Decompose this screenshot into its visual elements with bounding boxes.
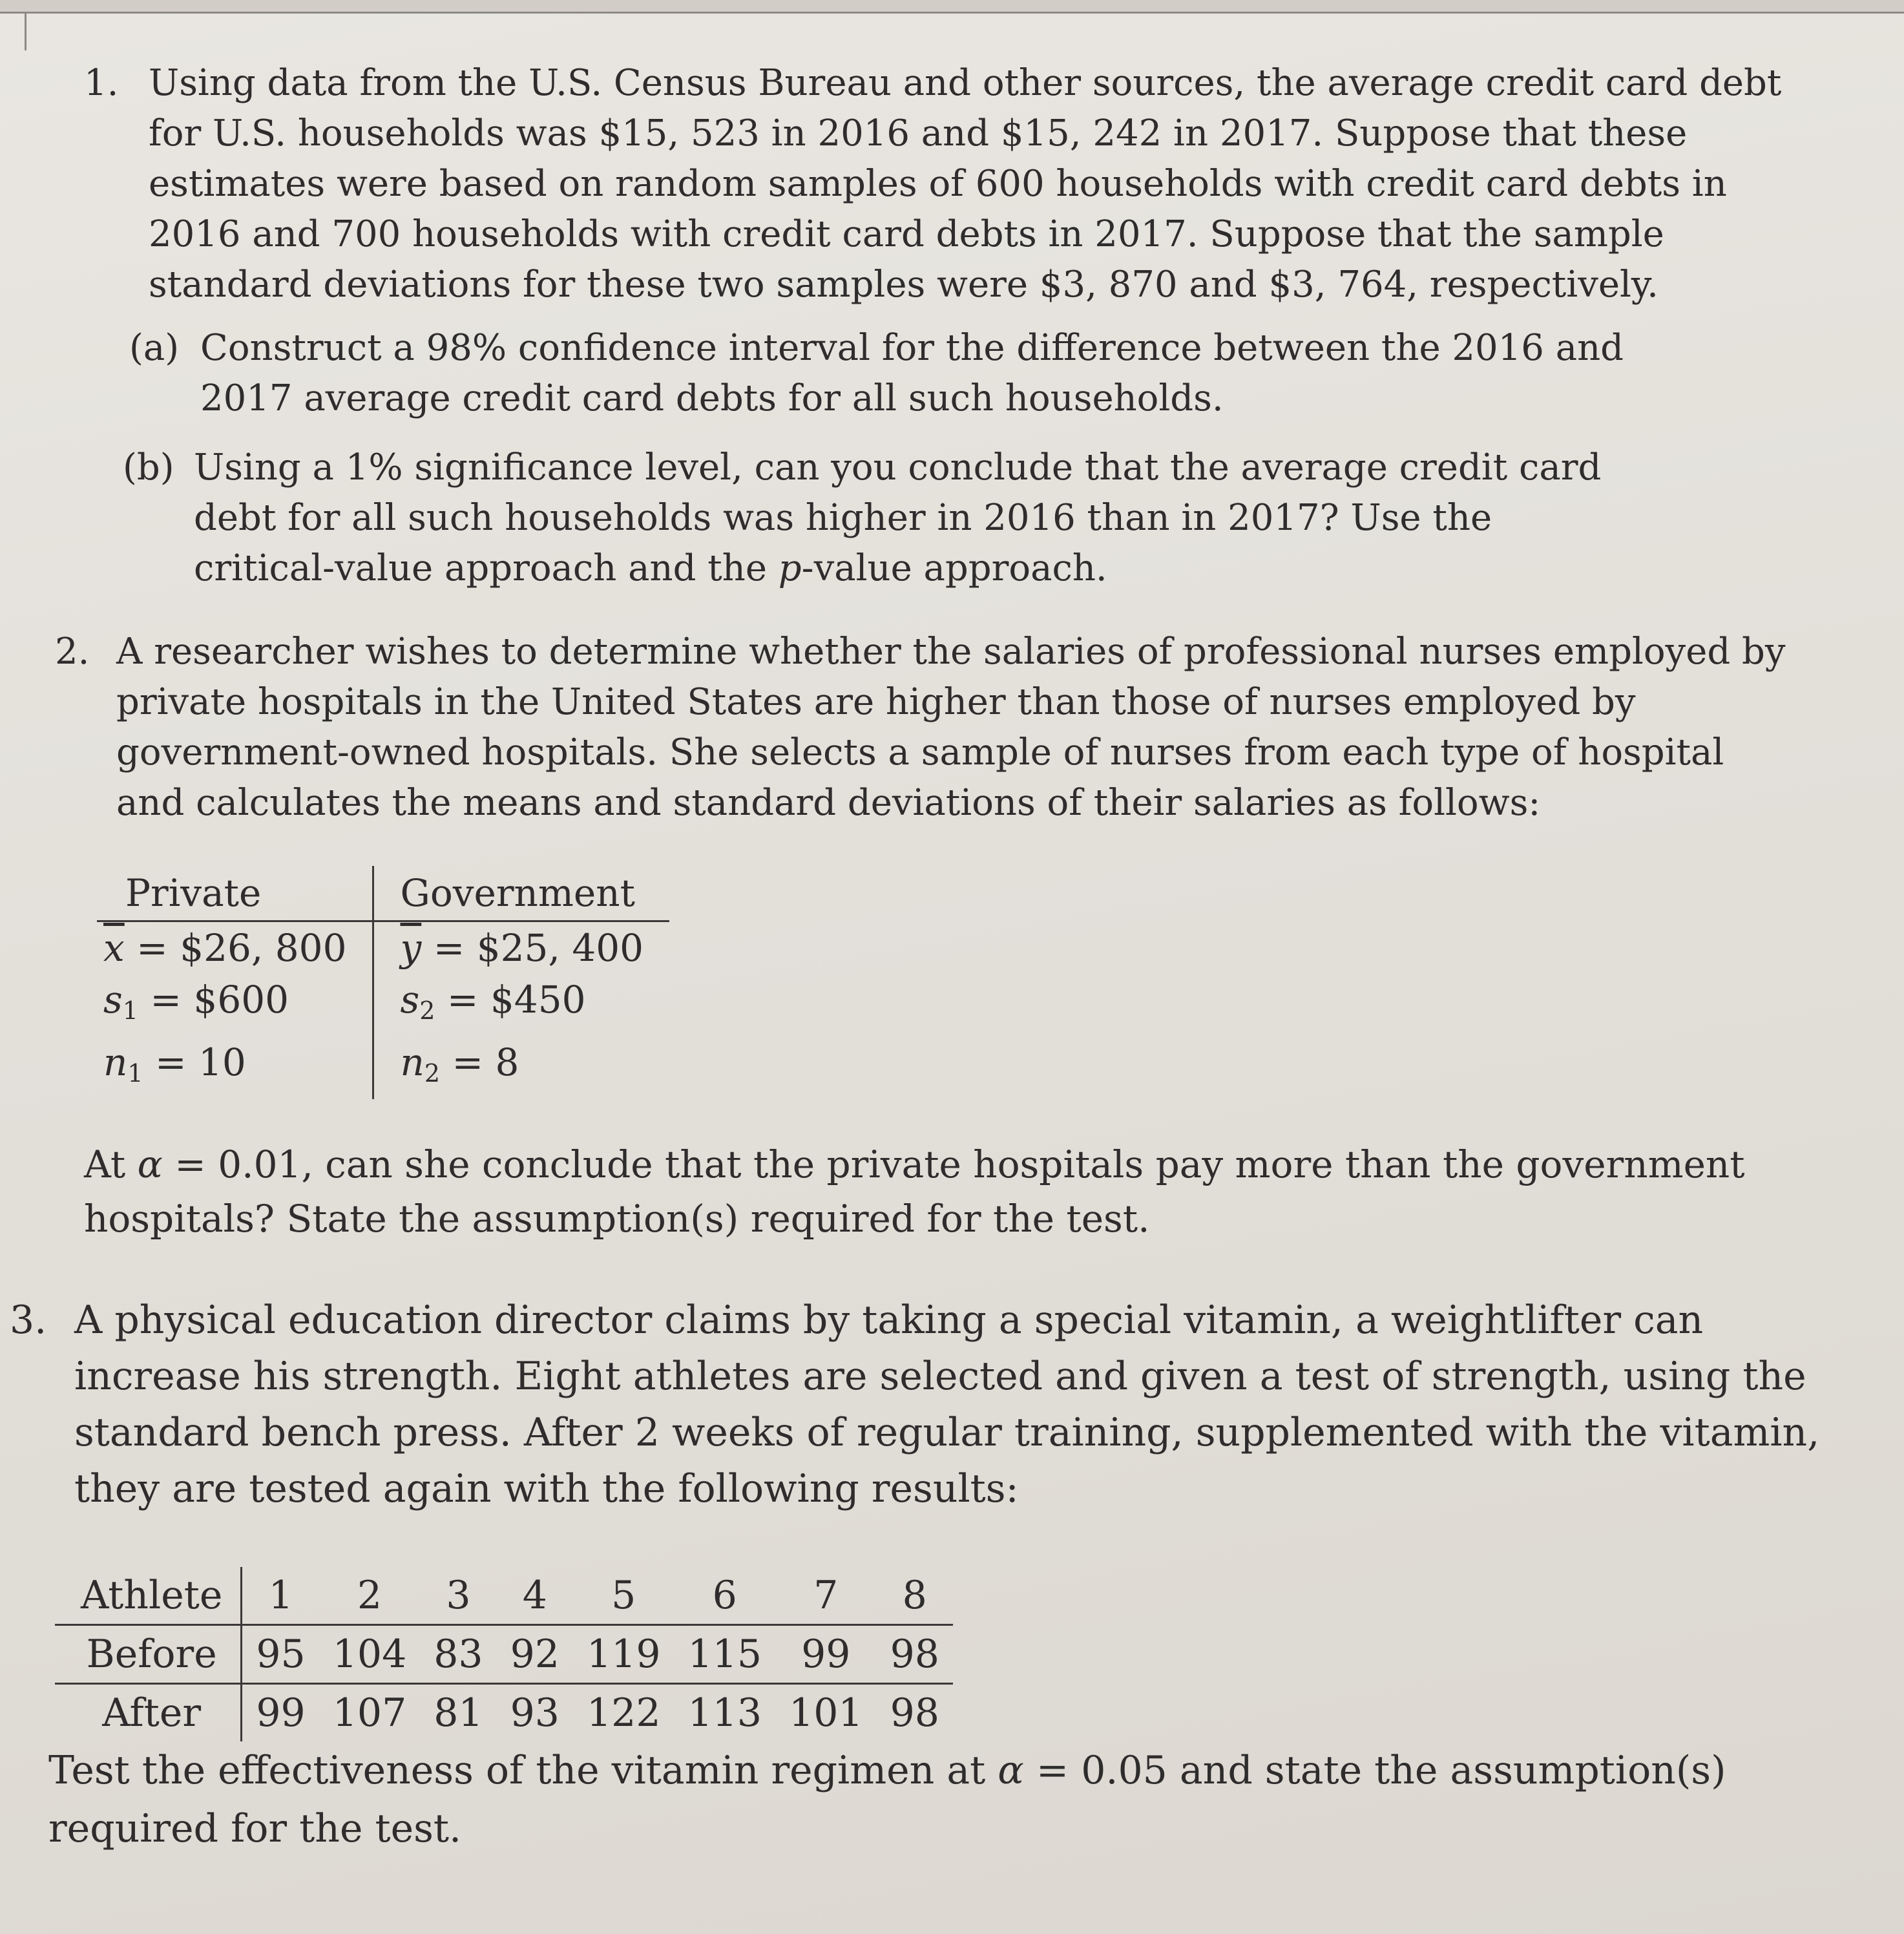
mean-private: $\overline{x}$ = $26, 800: [97, 921, 373, 974]
after-3: 81: [434, 1690, 483, 1736]
problem-2-line-3: government-owned hospitals. She selects a sample of nurses from each type of hospital: [116, 731, 1724, 773]
athlete-8: 8: [877, 1567, 953, 1625]
problem-1-line-3: estimates were based on random samples of 600 households with credit card debts in: [149, 163, 1727, 205]
athlete-5: 5: [573, 1567, 675, 1625]
sd-private: $s_1$ = $600: [97, 974, 373, 1036]
problem-2: [55, 627, 1786, 828]
problem-1-line-5: standard deviations for these two samples were $3, 870 and $3, 764, respectively.: [149, 264, 1658, 306]
part-a-line-1: Construct a 98% confidence interval for the difference between the 2016 and: [200, 327, 1624, 369]
problem-3-line-2: increase his strength. Eight athletes are selected and given a test of strength, using the: [74, 1354, 1806, 1399]
problem-2-question-line-2: hospitals? State the assumption(s) required for the test.: [84, 1197, 1150, 1241]
problem-3-question-line-2: required for the test.: [48, 1806, 462, 1851]
sd-government: $s_2$ = $450: [400, 978, 586, 1025]
after-6: 113: [687, 1690, 762, 1736]
after-1: 99: [256, 1690, 306, 1736]
problem-2-question: [84, 1137, 1745, 1246]
before-row: [55, 1625, 953, 1684]
before-7: 99: [775, 1625, 877, 1684]
athlete-1: 1: [242, 1567, 319, 1625]
problem-1-line-2: for U.S. households was $15, 523 in 2016 and $15, 242 in 2017. Suppose that these: [149, 112, 1688, 154]
header-private: Private: [97, 866, 373, 921]
problem-1-line-4: 2016 and 700 households with credit card debts in 2017. Suppose that the sample: [149, 213, 1664, 255]
header-government: Government: [373, 866, 669, 921]
athlete-3: 3: [420, 1567, 496, 1625]
part-b-label: (b): [123, 447, 174, 489]
problem-3-line-4: they are tested again with the following results:: [74, 1466, 1019, 1511]
athlete-4: 4: [497, 1567, 573, 1625]
problem-1: [84, 58, 1782, 310]
problem-3-line-1: A physical education director claims by taking a special vitamin, a weightlifter can: [74, 1298, 1704, 1343]
after-4: 93: [510, 1690, 560, 1736]
after-label: After: [55, 1684, 242, 1742]
athlete-table: [55, 1567, 953, 1741]
problem-2-line-4: and calculates the means and standard deviations of their salaries as follows:: [116, 782, 1541, 824]
before-label: Before: [55, 1625, 242, 1684]
problem-2-line-1: A researcher wishes to determine whether the salaries of professional nurses employed by: [116, 631, 1786, 673]
problem-3-line-3: standard bench press. After 2 weeks of regular training, supplemented with the vitamin,: [74, 1410, 1820, 1455]
before-2: 104: [319, 1625, 421, 1684]
athlete-7: 7: [775, 1567, 877, 1625]
problem-2-line-2: private hospitals in the United States are higher than those of nurses employed by: [116, 681, 1636, 723]
part-b-line-2: debt for all such households was higher in 2016 than in 2017? Use the: [194, 497, 1492, 539]
after-row: [55, 1684, 953, 1742]
page-top-edge: [0, 0, 1904, 14]
problem-3: [10, 1292, 1820, 1517]
problem-3-question-line-1: Test the effectiveness of the vitamin regimen at α = 0.05 and state the assumption(s): [48, 1748, 1726, 1793]
problem-1-line-1: Using data from the U.S. Census Bureau and other sources, the average credit card debt: [149, 62, 1782, 104]
athlete-label: Athlete: [55, 1567, 242, 1625]
before-8: 98: [877, 1625, 953, 1684]
part-a-label: (a): [129, 327, 180, 369]
after-8: 98: [890, 1690, 939, 1736]
before-4: 92: [497, 1625, 573, 1684]
athlete-2: 2: [319, 1567, 421, 1625]
part-b-line-1: Using a 1% significance level, can you conclude that the average credit card: [194, 447, 1602, 489]
part-b-line-3: critical-value approach and the p-value approach.: [194, 547, 1107, 589]
problem-1-part-b: [123, 443, 1602, 594]
problem-1-number: 1.: [84, 62, 119, 104]
problem-3-question: [48, 1741, 1726, 1858]
problem-1-part-a: [129, 323, 1624, 424]
part-a-line-2: 2017 average credit card debts for all such households.: [200, 377, 1224, 419]
before-1: 95: [242, 1625, 319, 1684]
after-2: 107: [332, 1690, 407, 1736]
problem-3-number: 3.: [10, 1298, 47, 1343]
problem-2-question-line-1: At α = 0.01, can she conclude that the private hospitals pay more than the government: [84, 1142, 1745, 1186]
n-government: $n_2 = 8$: [400, 1040, 519, 1088]
after-5: 122: [586, 1690, 661, 1736]
before-6: 115: [675, 1625, 776, 1684]
salary-table: [97, 866, 669, 1099]
athlete-row: [55, 1567, 953, 1625]
before-5: 119: [573, 1625, 675, 1684]
n-private: $n_1 = 10$: [97, 1036, 373, 1099]
mean-government: $\overline{y}$ = $25, 400: [400, 926, 644, 970]
page-left-edge: [25, 12, 26, 50]
problem-2-number: 2.: [55, 631, 90, 673]
before-3: 83: [420, 1625, 496, 1684]
after-7: 101: [789, 1690, 863, 1736]
athlete-6: 6: [675, 1567, 776, 1625]
